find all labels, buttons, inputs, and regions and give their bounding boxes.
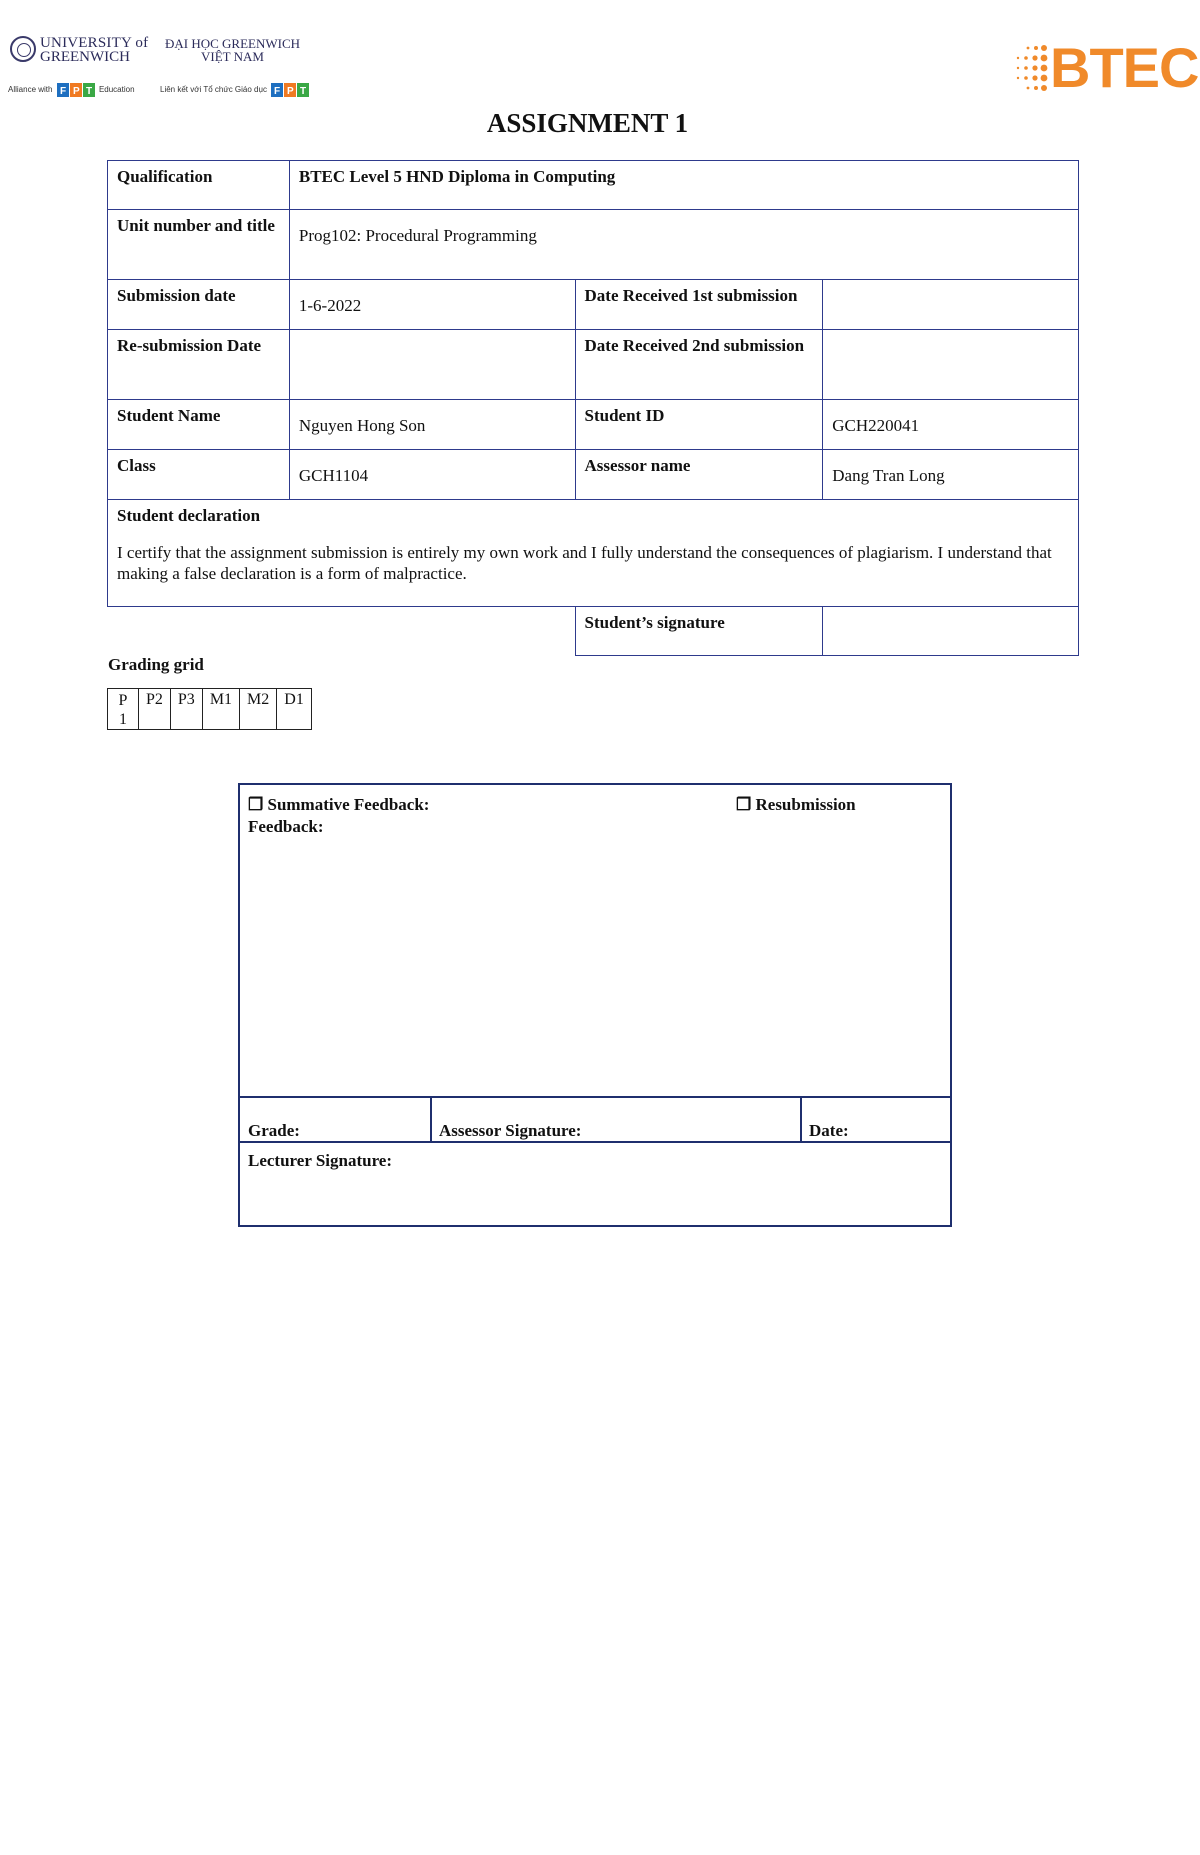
unit-value: Prog102: Procedural Programming (289, 210, 1078, 280)
grade-label: Grade: (248, 1121, 300, 1140)
education-text: Education (98, 85, 135, 95)
declaration-row (108, 500, 1079, 607)
signature-row (108, 607, 1079, 656)
assessor-signature-label: Assessor Signature: (439, 1121, 582, 1140)
student-declaration (108, 500, 1079, 607)
fpt-logo-icon (271, 82, 309, 98)
student-row (108, 400, 1079, 450)
btec-dots-icon (1010, 42, 1050, 94)
class-value: GCH1104 (289, 450, 575, 500)
date-received-2-label: Date Received 2nd submission (575, 330, 823, 400)
student-id-value: GCH220041 (823, 400, 1079, 450)
student-id-label: Student ID (575, 400, 823, 450)
date-received-1-value (823, 280, 1079, 330)
grade-row (240, 1098, 950, 1143)
greenwich-logo-line2: GREENWICH (40, 49, 130, 65)
class-row (108, 450, 1079, 500)
submission-date-row (108, 280, 1079, 330)
greenwich-alliance-line (8, 82, 135, 98)
svg-text:P: P (72, 86, 80, 97)
svg-text:T: T (300, 86, 307, 97)
svg-text:P: P (287, 86, 294, 97)
svg-text:F: F (274, 86, 281, 97)
date-received-1-label: Date Received 1st submission (575, 280, 823, 330)
resubmission-checkbox[interactable]: ❒ Resubmission (736, 795, 856, 814)
btec-logo (1010, 36, 1199, 99)
feedback-section (240, 785, 950, 1098)
fpt-logo-icon (57, 82, 95, 98)
date-label: Date: (809, 1121, 849, 1140)
grade-cell-m2: M2 (240, 689, 277, 730)
svg-text:F: F (59, 86, 66, 97)
vn-tagline: Liên kết với Tổ chức Giáo dục (160, 85, 267, 95)
unit-row (108, 210, 1079, 280)
submission-date-value: 1-6-2022 (289, 280, 575, 330)
summative-feedback-checkbox[interactable]: ❒ Summative Feedback: (248, 795, 430, 814)
grading-grid (107, 688, 312, 730)
submission-date-label: Submission date (108, 280, 290, 330)
class-label: Class (108, 450, 290, 500)
unit-label: Unit number and title (108, 210, 290, 280)
page-title: ASSIGNMENT 1 (486, 108, 689, 138)
lecturer-signature-label: Lecturer Signature: (248, 1151, 393, 1170)
greenwich-logo-line1: UNIVERSITY of (40, 35, 149, 51)
student-name-label: Student Name (108, 400, 290, 450)
declaration-title: Student declaration (117, 506, 261, 525)
assessor-name-value: Dang Tran Long (823, 450, 1079, 500)
vn-tagline-line (160, 82, 311, 98)
qualification-row (108, 161, 1079, 210)
resubmission-date-label: Re-submission Date (108, 330, 290, 400)
qualification-value: BTEC Level 5 HND Diploma in Computing (289, 161, 1078, 210)
svg-text:T: T (85, 86, 92, 97)
grade-cell-p3: P3 (170, 689, 202, 730)
student-signature-field[interactable] (823, 607, 1079, 656)
declaration-text: I certify that the assignment submission is entirely my own work and I fully understand the consequences of plagiarism. I understand that making a false declaration is a form of malpractice. (117, 543, 1052, 583)
vn-logo-line2: VIỆT NAM (201, 49, 264, 64)
grade-cell-m1: M1 (202, 689, 239, 730)
student-name-value: Nguyen Hong Son (289, 400, 575, 450)
vn-logo-line1: ĐẠI HỌC GREENWICH (164, 36, 301, 51)
grade-cell-d1: D1 (277, 689, 312, 730)
student-signature-label: Student’s signature (575, 607, 823, 656)
greenwich-logo (8, 34, 149, 97)
grading-grid-label: Grading grid (108, 655, 204, 674)
assessor-name-label: Assessor name (575, 450, 823, 500)
qualification-label: Qualification (108, 161, 290, 210)
greenwich-crest-icon (10, 36, 36, 62)
resubmission-date-value (289, 330, 575, 400)
alliance-text: Alliance with (8, 85, 53, 95)
btec-logo-text: BTEC (1050, 36, 1199, 99)
lecturer-signature-row (240, 1143, 950, 1225)
assignment-info-table (107, 160, 1079, 656)
date-received-2-value (823, 330, 1079, 400)
feedback-box (238, 783, 952, 1227)
feedback-label: Feedback: (248, 817, 324, 836)
grade-cell-p2: P2 (139, 689, 171, 730)
greenwich-vietnam-logo (160, 34, 305, 96)
resubmission-row (108, 330, 1079, 400)
grade-cell-p1: P 1 (108, 689, 139, 730)
